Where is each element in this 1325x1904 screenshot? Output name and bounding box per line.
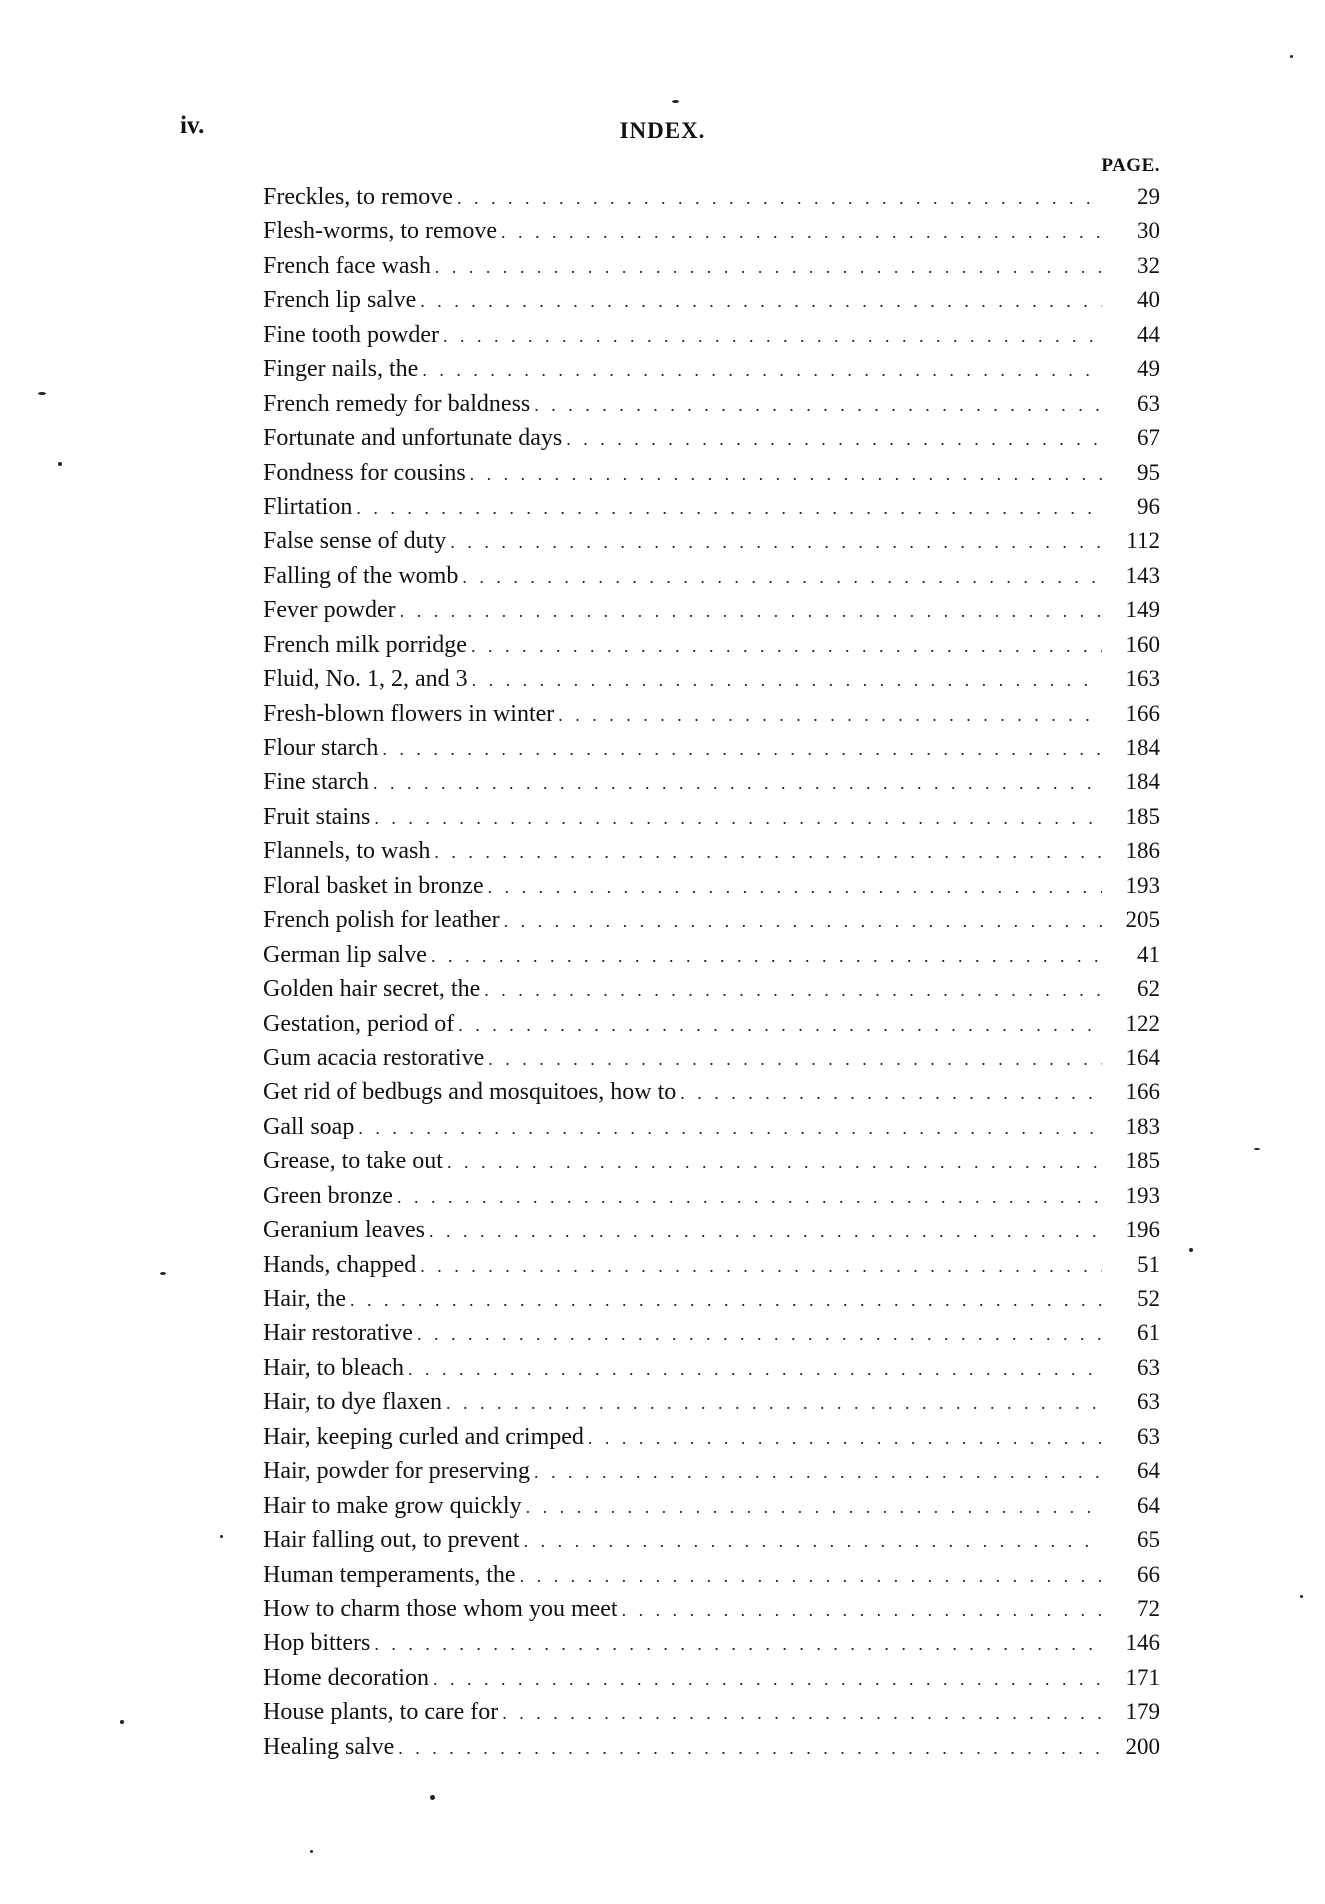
index-entry bbox=[263, 1213, 1160, 1247]
index-entry bbox=[263, 1626, 1160, 1660]
index-entry bbox=[263, 180, 1160, 214]
entry-page-number: 72 bbox=[1137, 1595, 1160, 1621]
entry-title: Grease, to take out bbox=[263, 1148, 443, 1175]
entry-page-number: 193 bbox=[1125, 1182, 1160, 1208]
scan-speck bbox=[160, 1272, 166, 1275]
entry-page-number: 196 bbox=[1125, 1217, 1160, 1243]
index-entry bbox=[263, 1144, 1160, 1178]
index-entry bbox=[263, 318, 1160, 352]
entry-page-number: 64 bbox=[1137, 1458, 1160, 1484]
entry-title: Hair, to bleach bbox=[263, 1354, 404, 1381]
dot-leader bbox=[471, 629, 1102, 663]
entry-title: Hands, chapped bbox=[263, 1251, 417, 1278]
dot-leader bbox=[350, 1283, 1102, 1317]
index-entry bbox=[263, 1179, 1160, 1213]
scan-speck bbox=[310, 1850, 313, 1853]
page-title: INDEX. bbox=[619, 118, 706, 143]
index-entry bbox=[263, 1454, 1160, 1488]
scan-speck bbox=[120, 1720, 124, 1724]
entry-page-number: 166 bbox=[1125, 700, 1160, 726]
dot-leader bbox=[520, 1559, 1102, 1593]
dot-leader bbox=[420, 1249, 1102, 1283]
entry-title: Fluid, No. 1, 2, and 3 bbox=[263, 666, 468, 693]
entry-page-number: 40 bbox=[1137, 287, 1160, 313]
entry-title: Get rid of bedbugs and mosquitoes, how to bbox=[263, 1079, 677, 1106]
dot-leader bbox=[420, 284, 1102, 318]
entry-title: French polish for leather bbox=[263, 907, 500, 934]
entry-title: Hair, keeping curled and crimped bbox=[263, 1423, 584, 1450]
index-entry bbox=[263, 1248, 1160, 1282]
entry-title: French face wash bbox=[263, 252, 431, 279]
index-entry bbox=[263, 731, 1160, 765]
entry-title: Fondness for cousins bbox=[263, 459, 466, 486]
index-entry bbox=[263, 662, 1160, 696]
dot-leader bbox=[422, 353, 1102, 387]
dot-leader bbox=[462, 560, 1102, 594]
dot-leader bbox=[457, 181, 1102, 215]
dot-leader bbox=[622, 1593, 1102, 1627]
scan-speck bbox=[1290, 55, 1293, 58]
entry-page-number: 193 bbox=[1125, 872, 1160, 898]
entry-title: Hair falling out, to prevent bbox=[263, 1527, 520, 1554]
entry-title: Fortunate and unfortunate days bbox=[263, 425, 563, 452]
entry-page-number: 66 bbox=[1137, 1561, 1160, 1587]
dot-leader bbox=[435, 250, 1102, 284]
index-entry bbox=[263, 249, 1160, 283]
index-entry bbox=[263, 387, 1160, 421]
index-entry bbox=[263, 903, 1160, 937]
dot-leader bbox=[534, 1455, 1102, 1489]
entry-title: Floral basket in bronze bbox=[263, 872, 484, 899]
entry-title: Human temperaments, the bbox=[263, 1561, 516, 1588]
index-entry bbox=[263, 214, 1160, 248]
entry-title: Green bronze bbox=[263, 1182, 393, 1209]
scan-speck bbox=[1254, 1148, 1260, 1150]
scan-speck bbox=[1189, 1248, 1193, 1252]
entry-page-number: 52 bbox=[1137, 1286, 1160, 1311]
entry-title: Falling of the womb bbox=[263, 562, 459, 589]
entry-title: French milk porridge bbox=[263, 631, 467, 658]
entry-page-number: 63 bbox=[1137, 390, 1160, 416]
entry-title: Fine tooth powder bbox=[263, 321, 439, 348]
scan-speck bbox=[1300, 1595, 1303, 1598]
scan-speck bbox=[38, 392, 46, 395]
entry-title: Hair restorative bbox=[263, 1320, 413, 1347]
entry-title: Flirtation bbox=[263, 493, 353, 520]
dot-leader bbox=[446, 1386, 1102, 1420]
entry-page-number: 51 bbox=[1137, 1251, 1160, 1277]
entry-title: Hair, to dye flaxen bbox=[263, 1389, 442, 1416]
entry-title: Flannels, to wash bbox=[263, 838, 431, 865]
entry-page-number: 63 bbox=[1137, 1389, 1160, 1415]
dot-leader bbox=[382, 732, 1102, 766]
dot-leader bbox=[488, 1042, 1102, 1076]
entry-title: How to charm those whom you meet bbox=[263, 1595, 618, 1622]
entry-page-number: 63 bbox=[1137, 1423, 1160, 1449]
dot-leader bbox=[501, 215, 1102, 249]
index-entry bbox=[263, 1695, 1160, 1729]
entry-title: Healing salve bbox=[263, 1733, 395, 1760]
page-number: iv. bbox=[180, 112, 205, 139]
dot-leader bbox=[443, 319, 1102, 353]
entry-page-number: 32 bbox=[1137, 252, 1160, 278]
dot-leader bbox=[488, 870, 1102, 904]
index-entry bbox=[263, 559, 1160, 593]
dot-leader bbox=[408, 1352, 1102, 1386]
dot-leader bbox=[524, 1524, 1102, 1558]
index-entry bbox=[263, 490, 1160, 524]
index-entry bbox=[263, 1592, 1160, 1626]
entry-page-number: 61 bbox=[1137, 1320, 1160, 1346]
entry-title: House plants, to care for bbox=[263, 1699, 499, 1726]
entry-page-number: 49 bbox=[1137, 356, 1160, 382]
entry-page-number: 64 bbox=[1137, 1492, 1160, 1518]
dot-leader bbox=[588, 1421, 1102, 1455]
dot-leader bbox=[472, 663, 1102, 697]
dot-leader bbox=[526, 1490, 1102, 1524]
index-entry bbox=[263, 869, 1160, 903]
entry-page-number: 41 bbox=[1137, 941, 1160, 967]
index-entry bbox=[263, 1351, 1160, 1385]
index-entry bbox=[263, 1041, 1160, 1075]
entry-page-number: 95 bbox=[1137, 459, 1160, 485]
entry-title: Gestation, period of bbox=[263, 1010, 455, 1037]
entry-title: Hair, powder for preserving bbox=[263, 1458, 530, 1485]
entry-page-number: 63 bbox=[1137, 1354, 1160, 1380]
entry-page-number: 67 bbox=[1137, 425, 1160, 451]
index-entry bbox=[263, 352, 1160, 386]
dot-leader bbox=[502, 1696, 1102, 1730]
entry-page-number: 62 bbox=[1137, 976, 1160, 1002]
index-entry bbox=[263, 1489, 1160, 1523]
dot-leader bbox=[534, 388, 1102, 422]
entry-page-number: 30 bbox=[1137, 218, 1160, 244]
dot-leader bbox=[398, 1731, 1102, 1765]
dot-leader bbox=[374, 801, 1102, 835]
index-entry bbox=[263, 1558, 1160, 1592]
index-entry bbox=[263, 697, 1160, 731]
entry-page-number: 200 bbox=[1125, 1733, 1160, 1759]
entry-title: German lip salve bbox=[263, 941, 427, 968]
dot-leader bbox=[433, 1662, 1102, 1696]
index-entry bbox=[263, 972, 1160, 1006]
index-entry bbox=[263, 1075, 1160, 1109]
entry-page-number: 183 bbox=[1125, 1113, 1160, 1139]
entry-title: Hair to make grow quickly bbox=[263, 1492, 522, 1519]
index-entry bbox=[263, 1523, 1160, 1557]
dot-leader bbox=[450, 525, 1102, 559]
dot-leader bbox=[417, 1317, 1102, 1351]
dot-leader bbox=[447, 1145, 1102, 1179]
entry-title: French lip salve bbox=[263, 287, 417, 314]
entry-page-number: 160 bbox=[1125, 631, 1160, 657]
index-entry bbox=[263, 593, 1160, 627]
index-entry bbox=[263, 628, 1160, 662]
index-entry bbox=[263, 456, 1160, 490]
entry-page-number: 184 bbox=[1125, 735, 1160, 760]
dot-leader bbox=[374, 1627, 1102, 1661]
dot-leader bbox=[504, 904, 1102, 938]
index-entry bbox=[263, 1661, 1160, 1695]
index-entry bbox=[263, 1316, 1160, 1350]
entry-title: Golden hair secret, the bbox=[263, 976, 481, 1003]
entry-title: Freckles, to remove bbox=[263, 184, 453, 210]
entry-title: Finger nails, the bbox=[263, 356, 419, 383]
page-column-header: PAGE. bbox=[1101, 155, 1160, 176]
entry-page-number: 205 bbox=[1125, 907, 1160, 933]
entry-title: French remedy for baldness bbox=[263, 390, 531, 417]
dot-leader bbox=[458, 1008, 1102, 1042]
dot-leader bbox=[356, 491, 1102, 525]
scan-speck bbox=[58, 462, 62, 466]
entry-page-number: 44 bbox=[1137, 321, 1160, 347]
scan-speck bbox=[430, 1795, 435, 1800]
entry-title: Fruit stains bbox=[263, 803, 371, 830]
index-entry bbox=[263, 283, 1160, 317]
entry-title: Flour starch bbox=[263, 735, 379, 761]
dot-leader bbox=[470, 457, 1102, 491]
index-list bbox=[263, 180, 1160, 1764]
dot-leader bbox=[680, 1076, 1102, 1110]
entry-page-number: 184 bbox=[1125, 769, 1160, 795]
index-entry bbox=[263, 524, 1160, 558]
scan-speck bbox=[672, 100, 679, 103]
entry-title: Home decoration bbox=[263, 1664, 429, 1691]
entry-page-number: 171 bbox=[1125, 1664, 1160, 1690]
entry-page-number: 29 bbox=[1137, 184, 1160, 209]
entry-page-number: 149 bbox=[1125, 597, 1160, 623]
entry-title: Hair, the bbox=[263, 1286, 347, 1312]
entry-page-number: 163 bbox=[1125, 666, 1160, 692]
dot-leader bbox=[400, 594, 1102, 628]
dot-leader bbox=[484, 973, 1102, 1007]
scan-speck bbox=[220, 1535, 223, 1538]
entry-title: Geranium leaves bbox=[263, 1217, 425, 1244]
index-entry bbox=[263, 1110, 1160, 1144]
entry-title: Gall soap bbox=[263, 1113, 355, 1140]
index-entry bbox=[263, 421, 1160, 455]
index-entry bbox=[263, 1007, 1160, 1041]
entry-title: Hop bitters bbox=[263, 1630, 371, 1657]
entry-page-number: 143 bbox=[1125, 562, 1160, 588]
index-entry bbox=[263, 1282, 1160, 1316]
dot-leader bbox=[429, 1214, 1102, 1248]
dot-leader bbox=[358, 1111, 1102, 1145]
entry-page-number: 65 bbox=[1137, 1527, 1160, 1553]
entry-page-number: 185 bbox=[1125, 1148, 1160, 1174]
entry-title: Gum acacia restorative bbox=[263, 1044, 485, 1071]
entry-page-number: 186 bbox=[1125, 838, 1160, 864]
dot-leader bbox=[431, 939, 1102, 973]
entry-page-number: 122 bbox=[1125, 1010, 1160, 1036]
index-entry bbox=[263, 1420, 1160, 1454]
index-entry bbox=[263, 1385, 1160, 1419]
entry-page-number: 179 bbox=[1125, 1699, 1160, 1725]
entry-page-number: 166 bbox=[1125, 1079, 1160, 1105]
entry-page-number: 96 bbox=[1137, 493, 1160, 519]
index-entry bbox=[263, 1730, 1160, 1764]
entry-title: False sense of duty bbox=[263, 528, 447, 555]
entry-title: Flesh-worms, to remove bbox=[263, 218, 497, 245]
entry-page-number: 185 bbox=[1125, 803, 1160, 829]
entry-page-number: 112 bbox=[1126, 528, 1160, 554]
index-entry bbox=[263, 800, 1160, 834]
dot-leader bbox=[373, 766, 1102, 800]
dot-leader bbox=[566, 422, 1102, 456]
dot-leader bbox=[434, 835, 1102, 869]
dot-leader bbox=[558, 698, 1102, 732]
index-entry bbox=[263, 834, 1160, 868]
entry-page-number: 164 bbox=[1125, 1044, 1160, 1070]
index-entry bbox=[263, 765, 1160, 799]
entry-page-number: 146 bbox=[1125, 1630, 1160, 1656]
dot-leader bbox=[397, 1180, 1102, 1214]
entry-title: Fever powder bbox=[263, 597, 396, 624]
entry-title: Fine starch bbox=[263, 769, 369, 796]
index-entry bbox=[263, 938, 1160, 972]
entry-title: Fresh-blown flowers in winter bbox=[263, 700, 555, 727]
